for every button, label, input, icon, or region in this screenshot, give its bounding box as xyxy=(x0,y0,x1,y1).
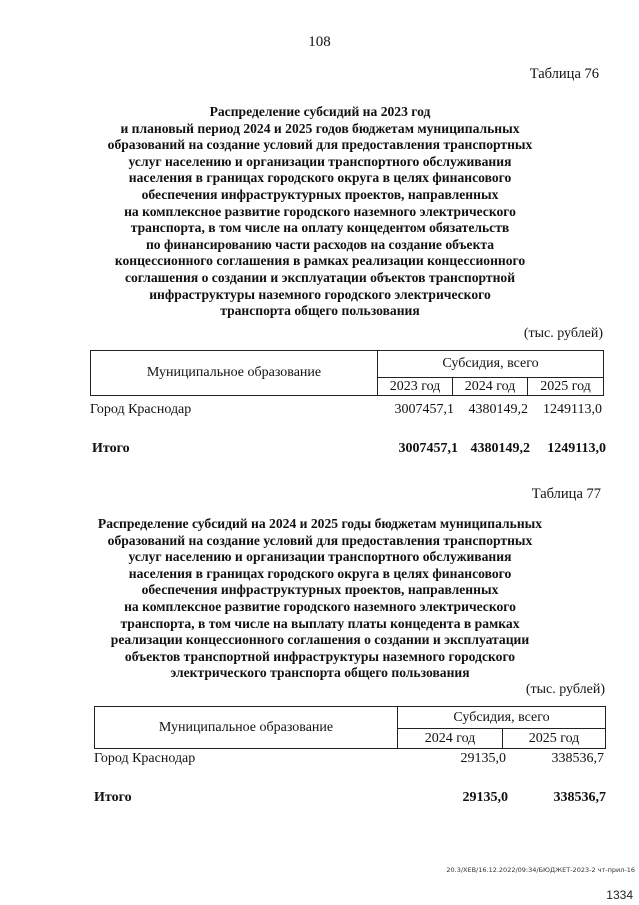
header-subsidy: Субсидия, всего xyxy=(398,707,606,729)
row-value: 4380149,2 xyxy=(468,402,528,417)
total-value: 338536,7 xyxy=(553,790,606,805)
title-line: обеспечения инфраструктурных проектов, направленных xyxy=(141,582,499,598)
title-line: обеспечения инфраструктурных проектов, направленных xyxy=(141,186,499,202)
header-year: 2025 год xyxy=(528,378,604,396)
title-line: транспорта общего пользования xyxy=(220,303,420,319)
corner-page-number: 1334 xyxy=(606,888,633,902)
table-77-title xyxy=(60,516,580,682)
table-76-units: (тыс. рублей) xyxy=(523,326,603,341)
row-value: 1249113,0 xyxy=(543,402,602,417)
table-77-header xyxy=(94,706,606,749)
header-year: 2025 год xyxy=(503,729,606,749)
header-subsidy: Субсидия, всего xyxy=(378,351,604,378)
title-line: соглашения о создании и эксплуатации объектов транспортной xyxy=(124,269,516,285)
table-76-header xyxy=(90,350,604,396)
table-77-label: Таблица 77 xyxy=(531,486,601,502)
title-line: населения в границах городского округа в целях финансового xyxy=(128,565,512,581)
title-line: образований на создание условий для предоставления транспортных xyxy=(107,137,533,153)
footer-document-code: 20.3/ХЕВ/16.12.2022/09:34/БЮДЖЕТ-2023-2 чт-прил-16 xyxy=(446,866,635,874)
total-label: Итого xyxy=(92,441,130,456)
title-line: реализации концессионного соглашения о создании и эксплуатации xyxy=(110,632,530,648)
row-value: 3007457,1 xyxy=(394,402,454,417)
row-value: 338536,7 xyxy=(551,751,604,766)
title-line: на комплексное развитие городского наземного электрического xyxy=(124,203,516,219)
title-line: концессионного соглашения в рамках реализации концессионного xyxy=(114,253,526,269)
title-line: услуг населению и организации транспортного обслуживания xyxy=(128,153,512,169)
total-value: 4380149,2 xyxy=(470,441,530,456)
row-value: 29135,0 xyxy=(460,751,506,766)
title-line: транспорта, в том числе на выплату платы концедента в рамках xyxy=(120,615,520,631)
header-municipality: Муниципальное образование xyxy=(95,707,398,749)
table-76-label: Таблица 76 xyxy=(529,66,599,82)
header-year: 2023 год xyxy=(378,378,453,396)
title-line: населения в границах городского округа в целях финансового xyxy=(128,170,512,186)
total-value: 3007457,1 xyxy=(398,441,458,456)
title-line: инфраструктуры наземного городского электрического xyxy=(149,286,491,302)
header-year: 2024 год xyxy=(398,729,503,749)
title-line: Распределение субсидий на 2023 год xyxy=(209,104,431,119)
page-number: 108 xyxy=(308,34,331,50)
title-line: электрического транспорта общего пользования xyxy=(170,665,470,681)
title-line: на комплексное развитие городского наземного электрического xyxy=(124,598,516,614)
total-label: Итого xyxy=(94,790,132,805)
title-line: Распределение субсидий на 2024 и 2025 годы бюджетам муниципальных xyxy=(97,516,543,531)
title-line: по финансированию части расходов на создание объекта xyxy=(145,236,495,252)
title-line: транспорта, в том числе на оплату концедентом обязательств xyxy=(130,220,510,236)
table-77-units: (тыс. рублей) xyxy=(525,682,605,697)
total-value: 29135,0 xyxy=(462,790,508,805)
title-line: объектов транспортной инфраструктуры наземного городского xyxy=(124,648,516,664)
header-municipality: Муниципальное образование xyxy=(91,351,378,396)
row-municipality-name: Город Краснодар xyxy=(94,751,196,766)
total-value: 1249113,0 xyxy=(547,441,606,456)
title-line: и плановый период 2024 и 2025 годов бюджетам муниципальных xyxy=(120,120,520,136)
title-line: услуг населению и организации транспортного обслуживания xyxy=(128,549,512,565)
row-municipality-name: Город Краснодар xyxy=(90,402,192,417)
table-76-title xyxy=(60,104,580,320)
title-line: образований на создание условий для предоставления транспортных xyxy=(107,532,533,548)
header-year: 2024 год xyxy=(453,378,528,396)
